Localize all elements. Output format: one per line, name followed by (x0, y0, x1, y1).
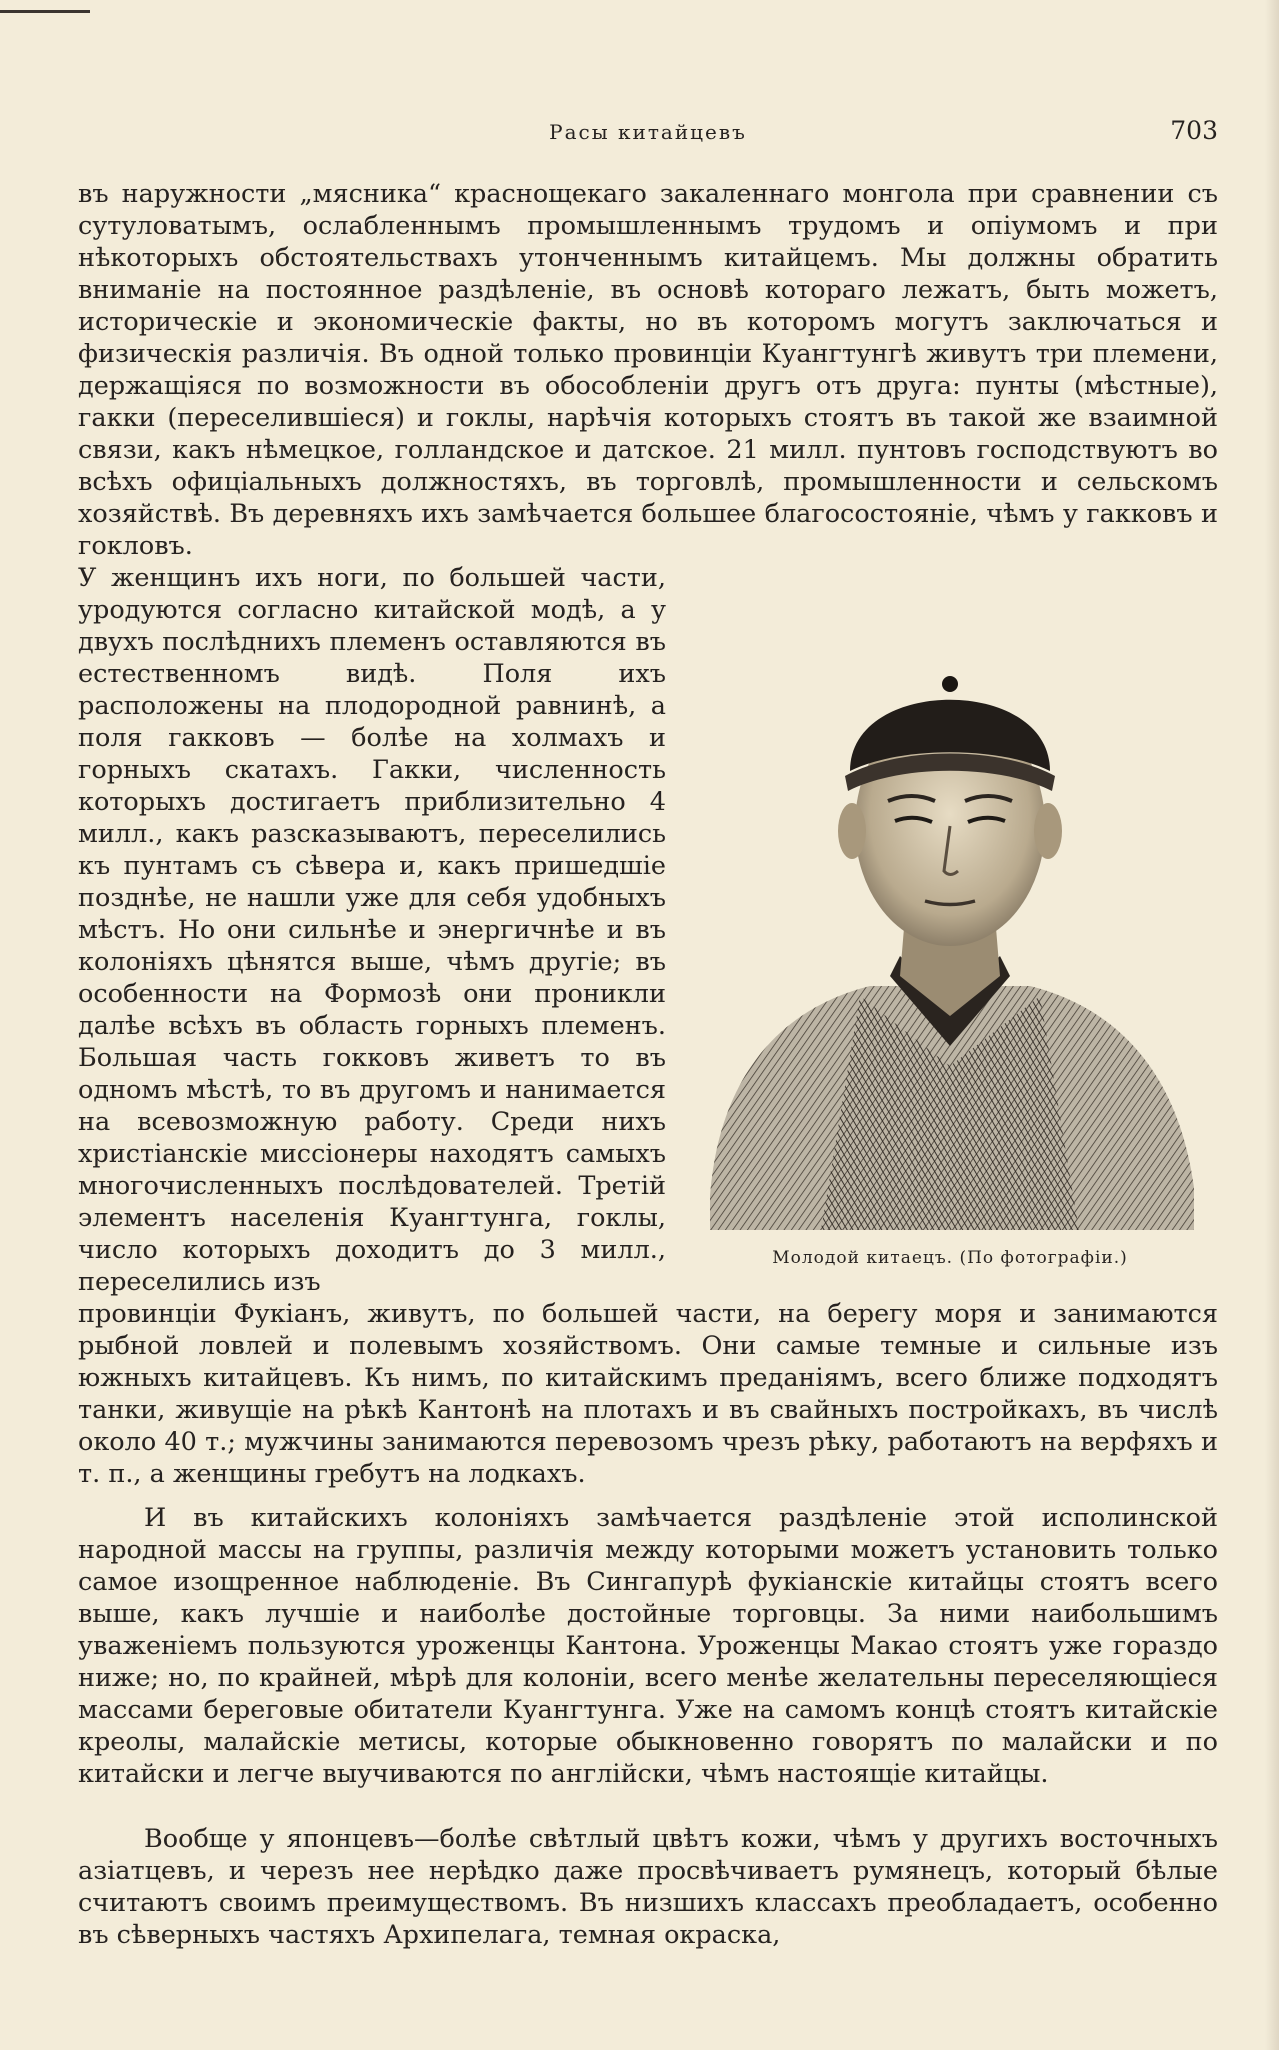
paragraph-3: Вообще у японцевъ—болѣе свѣтлый цвѣтъ кожи, чѣмъ у другихъ восточныхъ азіатцевъ, и черезъ нее нерѣдко даже просвѣчиваетъ румянецъ, который бѣлые считаютъ своимъ преимуществомъ. Въ низшихъ классахъ преобладаетъ, особенно въ сѣверныхъ частяхъ Архипелага, темная окраска, (78, 1824, 1218, 1950)
paragraph-1-beside-figure: У женщинъ ихъ ноги, по большей части, уродуются согласно китайской модѣ, а у двухъ послѣднихъ племенъ оставляются въ естественномъ видѣ. Поля ихъ расположены на плодородной равнинѣ, а поля гакковъ — болѣе на холмахъ и горныхъ скатахъ. Гакки, численность которыхъ достигаетъ приблизительно 4 милл., какъ разсказываютъ, переселились къ пунтамъ съ сѣвера и, какъ пришедшіе позднѣе, не нашли уже для себя удобныхъ мѣстъ. Но они сильнѣе и энергичнѣе и въ колоніяхъ цѣнятся выше, чѣмъ другіе; въ особенности на Формозѣ они проникли далѣе всѣхъ въ область горныхъ племенъ. Большая часть гокковъ живетъ то въ одномъ мѣстѣ, то въ другомъ и нанимается на всевозможную работу. Среди нихъ христіанскіе миссіонеры находятъ самыхъ многочисленныхъ послѣдователей. Третій элементъ населенія Куангтунга, гоклы, число которыхъ доходитъ до 3 милл., переселились изъ (78, 563, 666, 1297)
page-edge-shadow (1265, 0, 1279, 2050)
scan-edge-mark (0, 10, 90, 13)
running-title: Расы китайцевъ (549, 120, 747, 144)
paragraph-1-top: въ наружности „мясника“ краснощекаго закаленнаго монгола при сравнении съ сутуловатымъ, ослабленнымъ промышленнымъ трудомъ и опіумомъ и при нѣкоторыхъ обстоятельствахъ утонченнымъ китайцемъ. Мы должны обратить вниманіе на постоянное раздѣленіе, въ основѣ котораго лежатъ, быть можетъ, историческіе и экономическіе факты, но въ которомъ могутъ заключаться и физическія различія. Въ одной только провинціи Куангтунгѣ живутъ три племени, держащіяся по возможности въ обособленіи другъ отъ друга: пунты (мѣстные), гакки (переселившіеся) и гоклы, нарѣчія которыхъ стоятъ въ такой же взаимной связи, какъ нѣмецкое, голландское и датское. 21 милл. пунтовъ господствуютъ во всѣхъ офиціальныхъ должностяхъ, въ торговлѣ, промышленности и сельскомъ хозяйствѣ. Въ деревняхъ ихъ замѣчается большее благосостояніе, чѣмъ у гакковъ и гокловъ. (78, 179, 1218, 561)
paragraph-2: И въ китайскихъ колоніяхъ замѣчается раздѣленіе этой исполинской народной массы на группы, различія между которыми можетъ установить только самое изощренное наблюденіе. Въ Сингапурѣ фукіанскіе китайцы стоятъ всего выше, какъ лучшіе и наиболѣе достойные торговцы. За ними наибольшимъ уваженіемъ пользуются уроженцы Кантона. Уроженцы Макао стоятъ уже гораздо ниже; но, по крайней, мѣрѣ для колоніи, всего менѣе желательны переселяющіеся массами береговые обитатели Куангтунга. Уже на самомъ концѣ стоятъ китайскіе креолы, малайскіе метисы, которые обыкновенно говорятъ по малайски и по китайски и легче выучиваются по англійски, чѣмъ настоящіе китайцы. (78, 1503, 1218, 1789)
paragraph-1-bottom: провинціи Фукіанъ, живутъ, по большей части, на берегу моря и занимаются рыбной ловлей и полевымъ хозяйствомъ. Они самые темные и сильные изъ южныхъ китайцевъ. Къ нимъ, по китайскимъ преданіямъ, всего ближе подходятъ танки, живущіе на рѣкѣ Кантонѣ на плотахъ и въ свайныхъ постройкахъ, въ числѣ около 40 т.; мужчины занимаются перевозомъ чрезъ рѣку, работаютъ на верфяхъ и т. п., а женщины гребутъ на лодкахъ. (78, 1299, 1218, 1489)
figure-caption: Молодой китаецъ. (По фотографіи.) (772, 1248, 1128, 1268)
page-number: 703 (1170, 116, 1218, 145)
page-header (78, 112, 1218, 152)
portrait-engraving (700, 596, 1200, 1236)
figure (700, 596, 1200, 1268)
